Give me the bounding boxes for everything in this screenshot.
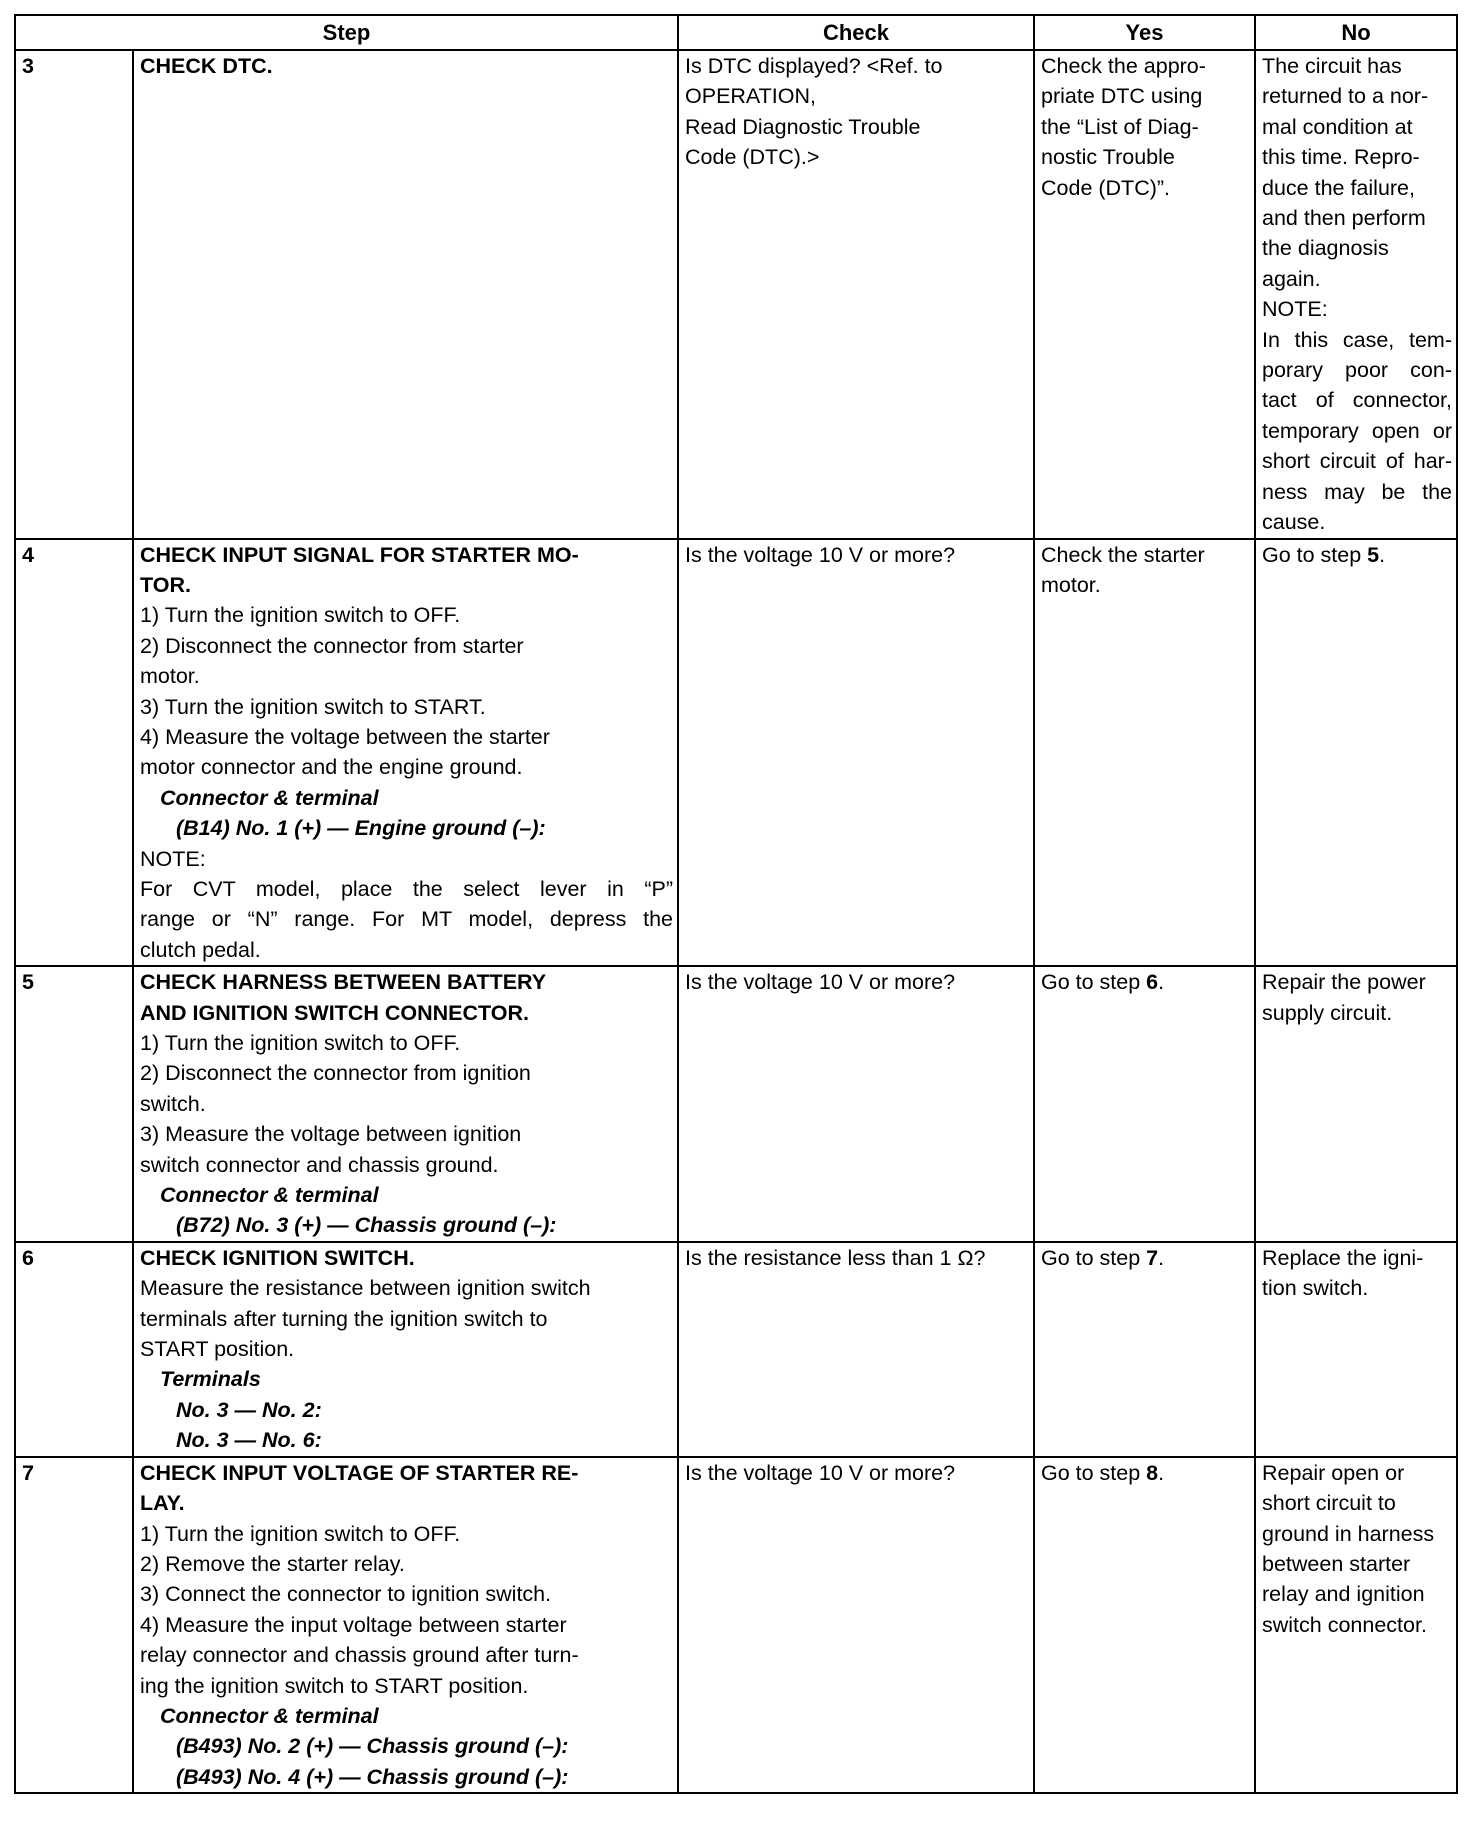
no-cell xyxy=(1255,966,1457,1242)
no-text: again. xyxy=(1262,266,1321,291)
spec-label: Connector & terminal xyxy=(160,1703,379,1728)
no-cell xyxy=(1255,1457,1457,1793)
yes-text xyxy=(1041,967,1250,997)
no-text: returned to a nor- xyxy=(1262,84,1429,109)
step-cell xyxy=(133,539,678,967)
yes-text: Check the starter xyxy=(1041,542,1205,567)
no-text: between starter xyxy=(1262,1551,1411,1576)
step-cell xyxy=(133,1242,678,1457)
no-text: Replace the igni- xyxy=(1262,1245,1424,1270)
note-text: ness may be the xyxy=(1262,479,1452,504)
spec-value: (B14) No. 1 (+) — Engine ground (–): xyxy=(176,816,546,841)
step-title: AND IGNITION SWITCH CONNECTOR. xyxy=(140,1000,529,1025)
step-instruction: switch. xyxy=(140,1091,206,1116)
yes-cell xyxy=(1034,1457,1255,1793)
no-text: and then perform xyxy=(1262,206,1426,231)
goto-suffix: . xyxy=(1379,542,1386,567)
goto-prefix: Go to step xyxy=(1041,1460,1147,1485)
no-text: relay and ignition xyxy=(1262,1582,1425,1607)
check-cell xyxy=(678,539,1034,967)
header-step: Step xyxy=(15,15,678,50)
step-instruction: motor. xyxy=(140,664,200,689)
step-cell xyxy=(133,966,678,1242)
yes-text: priate DTC using xyxy=(1041,84,1203,109)
table-row xyxy=(15,1457,1457,1793)
no-text: the diagnosis xyxy=(1262,236,1389,261)
no-text: Repair open or xyxy=(1262,1460,1405,1485)
goto-step-link[interactable]: 8 xyxy=(1146,1460,1159,1485)
spec-value: No. 3 — No. 6: xyxy=(176,1428,322,1453)
step-title: CHECK HARNESS BETWEEN BATTERY xyxy=(140,970,547,995)
step-instruction: 2) Disconnect the connector from starter xyxy=(140,633,524,658)
step-instruction: terminals after turning the ignition switch to xyxy=(140,1306,548,1331)
step-instruction: 3) Turn the ignition switch to START. xyxy=(140,694,486,719)
step-title: CHECK DTC. xyxy=(140,54,273,78)
step-number: 4 xyxy=(15,539,133,967)
yes-text: Check the appro- xyxy=(1041,54,1206,78)
note-label: NOTE: xyxy=(1262,297,1328,322)
table-row xyxy=(15,539,1457,967)
goto-prefix: Go to step xyxy=(1041,970,1147,995)
no-text: mal condition at xyxy=(1262,114,1413,139)
step-instruction: 4) Measure the input voltage between starter xyxy=(140,1612,567,1637)
note-label: NOTE: xyxy=(140,846,206,871)
no-cell xyxy=(1255,50,1457,539)
check-text: OPERATION, xyxy=(685,84,817,109)
no-text: ground in harness xyxy=(1262,1521,1435,1546)
spec-label: Connector & terminal xyxy=(160,785,379,810)
step-number: 5 xyxy=(15,966,133,1242)
no-text: The circuit has xyxy=(1262,54,1402,78)
goto-prefix: Go to step xyxy=(1041,1245,1147,1270)
yes-text: Code (DTC)”. xyxy=(1041,175,1171,200)
goto-step-link[interactable]: 5 xyxy=(1367,542,1380,567)
step-title: TOR. xyxy=(140,572,191,597)
step-title: CHECK IGNITION SWITCH. xyxy=(140,1245,415,1270)
step-instruction: 3) Connect the connector to ignition switch. xyxy=(140,1582,552,1607)
step-instruction: START position. xyxy=(140,1337,295,1362)
spec-value: No. 3 — No. 2: xyxy=(176,1397,322,1422)
yes-text xyxy=(1041,1243,1250,1273)
spec-value: (B72) No. 3 (+) — Chassis ground (–): xyxy=(176,1213,557,1238)
yes-text: motor. xyxy=(1041,572,1101,597)
goto-step-link[interactable]: 6 xyxy=(1146,970,1159,995)
step-cell xyxy=(133,1457,678,1793)
note-text: tact of connector, xyxy=(1262,388,1452,413)
goto-suffix: . xyxy=(1158,1460,1165,1485)
no-text: Repair the power xyxy=(1262,970,1426,995)
spec-value: (B493) No. 4 (+) — Chassis ground (–): xyxy=(176,1764,569,1789)
note-text: temporary open or xyxy=(1262,418,1452,443)
check-cell xyxy=(678,966,1034,1242)
step-instruction: relay connector and chassis ground after turn- xyxy=(140,1643,579,1668)
table-row xyxy=(15,50,1457,539)
step-number: 7 xyxy=(15,1457,133,1793)
step-title: CHECK INPUT VOLTAGE OF STARTER RE- xyxy=(140,1460,579,1485)
header-no: No xyxy=(1255,15,1457,50)
spec-value: (B493) No. 2 (+) — Chassis ground (–): xyxy=(176,1734,569,1759)
no-cell xyxy=(1255,539,1457,967)
goto-suffix: . xyxy=(1158,1245,1165,1270)
note-text: In this case, tem- xyxy=(1262,327,1452,352)
check-text: Is the voltage 10 V or more? xyxy=(685,542,956,567)
diagnosis-table xyxy=(14,14,1458,1794)
table-row xyxy=(15,1242,1457,1457)
no-text: switch connector. xyxy=(1262,1612,1427,1637)
yes-cell xyxy=(1034,966,1255,1242)
yes-cell xyxy=(1034,50,1255,539)
check-text: Code (DTC).> xyxy=(685,145,820,170)
step-instruction: 1) Turn the ignition switch to OFF. xyxy=(140,1521,461,1546)
check-cell xyxy=(678,1457,1034,1793)
step-instruction: 2) Disconnect the connector from ignition xyxy=(140,1061,531,1086)
goto-prefix: Go to step xyxy=(1262,542,1368,567)
check-text: Is the resistance less than 1 Ω? xyxy=(685,1245,986,1270)
step-instruction: motor connector and the engine ground. xyxy=(140,755,523,780)
step-instruction: 4) Measure the voltage between the starter xyxy=(140,724,550,749)
check-text: Is the voltage 10 V or more? xyxy=(685,1460,956,1485)
no-cell xyxy=(1255,1242,1457,1457)
step-title: CHECK INPUT SIGNAL FOR STARTER MO- xyxy=(140,542,579,567)
step-instruction: switch connector and chassis ground. xyxy=(140,1152,499,1177)
note-text: short circuit of har- xyxy=(1262,449,1452,474)
spec-label: Terminals xyxy=(160,1367,261,1392)
check-cell xyxy=(678,50,1034,539)
step-number: 3 xyxy=(15,50,133,539)
header-yes: Yes xyxy=(1034,15,1255,50)
check-text: Is DTC displayed? <Ref. to xyxy=(685,54,943,78)
yes-text: the “List of Diag- xyxy=(1041,114,1199,139)
step-cell xyxy=(133,50,678,539)
check-cell xyxy=(678,1242,1034,1457)
step-instruction: 1) Turn the ignition switch to OFF. xyxy=(140,603,461,628)
goto-step-link[interactable]: 7 xyxy=(1146,1245,1159,1270)
header-check: Check xyxy=(678,15,1034,50)
goto-suffix: . xyxy=(1158,970,1165,995)
note-text: cause. xyxy=(1262,510,1326,535)
no-text: this time. Repro- xyxy=(1262,145,1420,170)
step-instruction: Measure the resistance between ignition switch xyxy=(140,1276,591,1301)
header-row xyxy=(15,15,1457,50)
note-text: For CVT model, place the select lever in “P” xyxy=(140,876,673,901)
check-text: Read Diagnostic Trouble xyxy=(685,114,921,139)
no-text xyxy=(1262,540,1452,570)
no-text: short circuit to xyxy=(1262,1491,1396,1516)
note-text: porary poor con- xyxy=(1262,358,1452,383)
no-text: tion switch. xyxy=(1262,1276,1369,1301)
yes-cell xyxy=(1034,539,1255,967)
step-instruction: ing the ignition switch to START position. xyxy=(140,1673,529,1698)
yes-cell xyxy=(1034,1242,1255,1457)
no-text: duce the failure, xyxy=(1262,175,1415,200)
step-instruction: 2) Remove the starter relay. xyxy=(140,1551,405,1576)
check-text: Is the voltage 10 V or more? xyxy=(685,970,956,995)
step-number: 6 xyxy=(15,1242,133,1457)
yes-text: nostic Trouble xyxy=(1041,145,1175,170)
step-instruction: 3) Measure the voltage between ignition xyxy=(140,1122,522,1147)
note-text: clutch pedal. xyxy=(140,937,261,962)
table-row xyxy=(15,966,1457,1242)
step-title: LAY. xyxy=(140,1491,185,1516)
note-text: range or “N” range. For MT model, depress the xyxy=(140,907,673,932)
yes-text xyxy=(1041,1458,1250,1488)
spec-label: Connector & terminal xyxy=(160,1183,379,1208)
no-text: supply circuit. xyxy=(1262,1000,1393,1025)
step-instruction: 1) Turn the ignition switch to OFF. xyxy=(140,1031,461,1055)
